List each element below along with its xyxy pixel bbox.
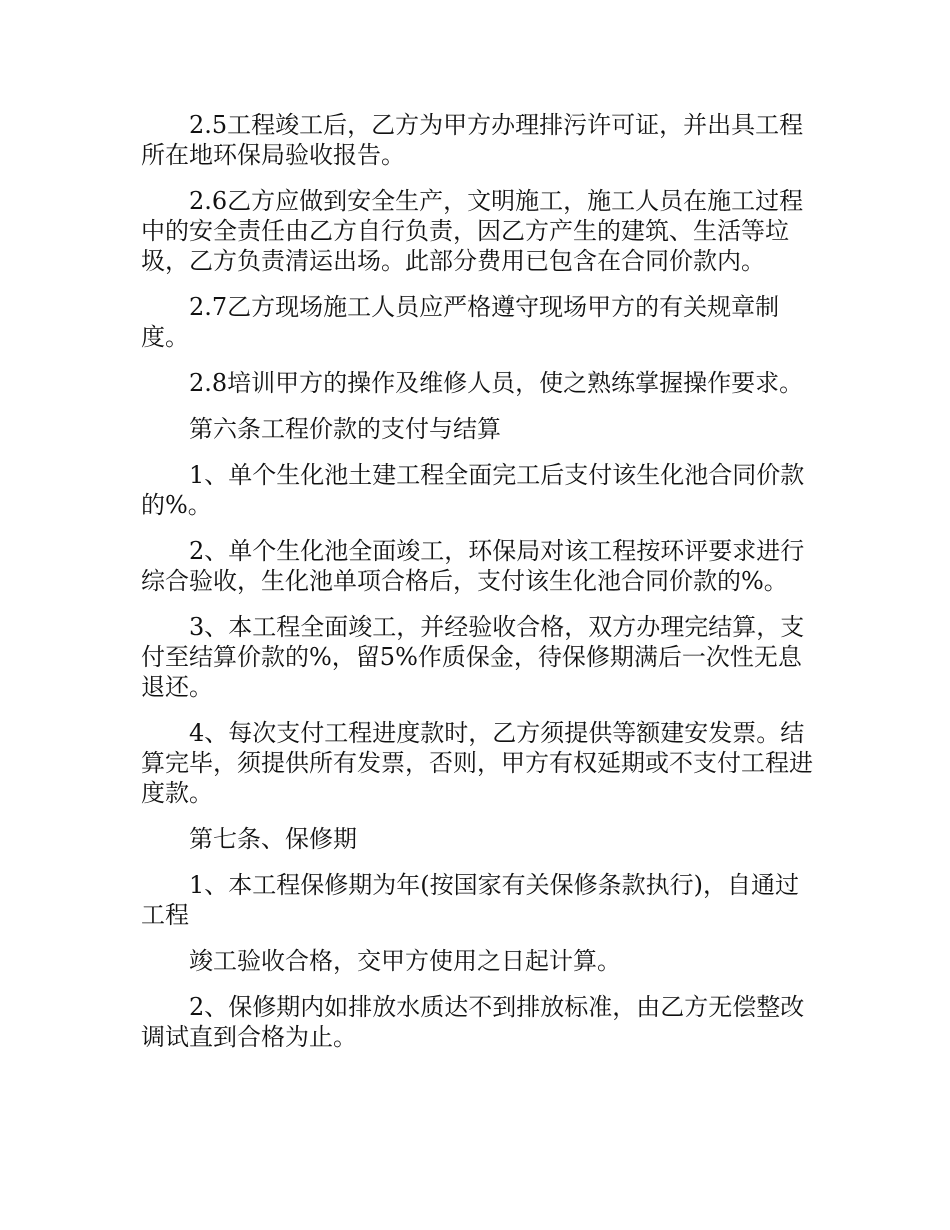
warranty-item-1-continued: 竣工验收合格，交甲方使用之日起计算。 <box>189 947 621 975</box>
warranty-item-2: 2、保修期内如排放水质达不到排放标准，由乙方无偿整改调试直到合格为止。 <box>141 993 805 1051</box>
warranty-item-1: 1、本工程保修期为年(按国家有关保修条款执行)，自通过工程 <box>141 871 799 929</box>
payment-item-3: 3、本工程全面竣工，并经验收合格，双方办理完结算，支付至结算价款的%，留5%作质保金，待保修期满后一次性无息退还。 <box>141 613 805 701</box>
article-6-heading: 第六条工程价款的支付与结算 <box>189 415 501 443</box>
document-body <box>141 110 813 1068</box>
payment-item-2: 2、单个生化池全面竣工，环保局对该工程按环评要求进行综合验收，生化池单项合格后，支付该生化池合同价款的%。 <box>141 537 805 595</box>
clause-2-5: 2.5工程竣工后，乙方为甲方办理排污许可证，并出具工程所在地环保局验收报告。 <box>141 111 804 169</box>
article-7-heading: 第七条、保修期 <box>189 825 357 853</box>
clause-2-8: 2.8培训甲方的操作及维修人员，使之熟练掌握操作要求。 <box>189 369 804 397</box>
payment-item-4: 4、每次支付工程进度款时，乙方须提供等额建安发票。结算完毕，须提供所有发票，否则，甲方有权延期或不支付工程进度款。 <box>141 719 813 807</box>
payment-item-1: 1、单个生化池土建工程全面完工后支付该生化池合同价款的%。 <box>141 461 805 519</box>
clause-2-6: 2.6乙方应做到安全生产，文明施工，施工人员在施工过程中的安全责任由乙方自行负责，因乙方产生的建筑、生活等垃圾，乙方负责清运出场。此部分费用已包含在合同价款内。 <box>141 187 804 275</box>
clause-2-7: 2.7乙方现场施工人员应严格遵守现场甲方的有关规章制度。 <box>141 293 780 351</box>
